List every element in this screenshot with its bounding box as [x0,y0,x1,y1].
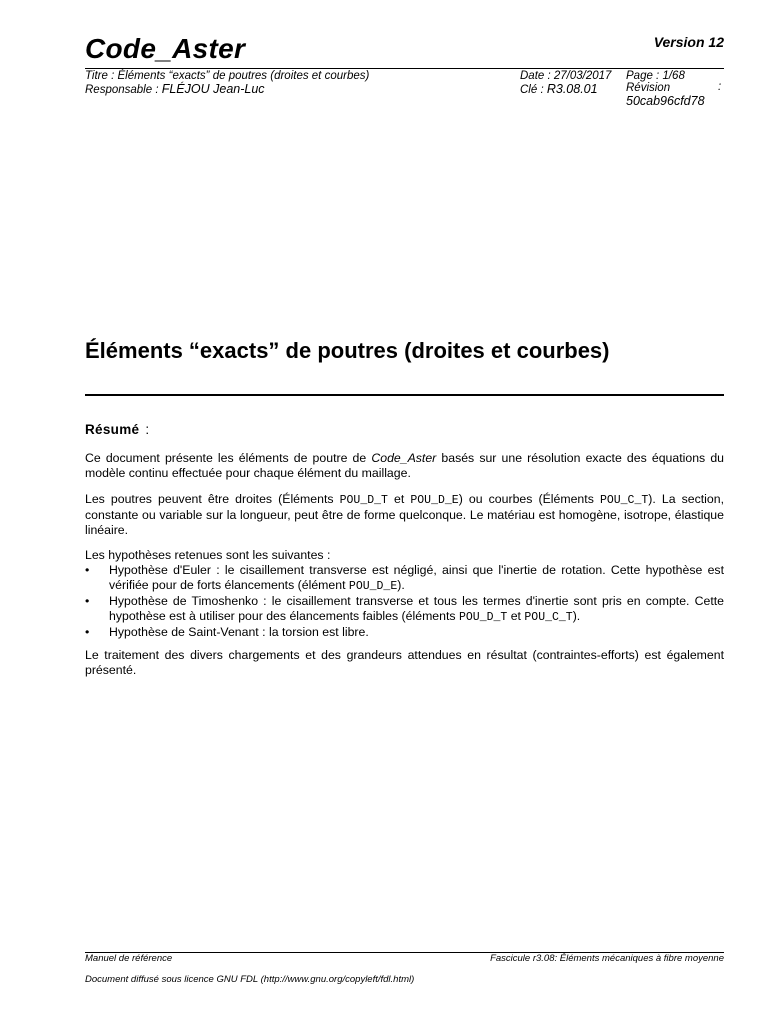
h2-text-c: ). [572,609,581,623]
h3-text: Hypothèse de Saint-Venant : la torsion est libre. [109,625,369,639]
document-title: Éléments “exacts” de poutres (droites et courbes) [85,338,610,363]
revision-label: Révision [626,82,671,94]
p2-element-code-1: POU_D_T [339,494,388,507]
p2-text-c: ) ou courbes (Éléments [458,492,600,506]
h1-text-a: Hypothèse d'Euler : le cisaillement transverse est négligé, ainsi que l'inertie de rotation. Cette hypothèse est vérifiée pour de forts élancements (élément [109,563,724,592]
footer-licence-text: Document diffusé sous licence GNU FDL (http://www.gnu.org/copyleft/fdl.html) [85,974,415,985]
list-item [85,594,724,625]
responsible-label: Responsable : [85,84,162,96]
abstract-paragraph-1 [85,451,724,481]
version-label: Version 12 [653,34,724,50]
h2-element-code-1: POU_D_T [458,611,508,624]
h1-element-code: POU_D_E [348,580,398,593]
p1-text-a: Ce document présente les éléments de poutre de [85,451,372,465]
title-label: Titre : [85,70,118,82]
hypotheses-list [85,563,724,640]
h2-text-a: Hypothèse de Timoshenko : le cisaillement transverse et tous les termes d'inertie sont pris en compte. Cette hypothèse est à utiliser pour des élancements faibles (éléments [109,594,724,623]
h2-text-b: et [507,609,525,623]
title-value: Éléments “exacts” de poutres (droites et courbes) [117,70,370,82]
p2-element-code-3: POU_C_T [599,494,649,507]
h2-element-code-2: POU_C_T [524,611,573,624]
responsible-value: FLÉJOU Jean-Luc [161,82,265,96]
header-date [520,69,611,83]
list-item [85,625,724,640]
p2-element-code-2: POU_D_E [410,494,459,507]
list-item [85,563,724,594]
header-key [520,82,598,97]
abstract-paragraph-2 [85,492,724,538]
hypotheses-intro: Les hypothèses retenues sont les suivantes : [85,548,331,562]
abstract-heading-text: Résumé [85,422,140,437]
date-label: Date : [520,70,554,82]
header-responsible-row [85,82,265,97]
page-value: 1/68 [662,70,685,82]
footer-fascicle-label: Fascicule r3.08: Éléments mécaniques à fibre moyenne [490,953,724,964]
title-divider [85,394,724,396]
bullet-marker: • [85,594,90,608]
revision-colon: : [718,81,722,93]
footer-manual-label: Manuel de référence [85,953,173,964]
date-value: 27/03/2017 [553,70,612,82]
p1-text-b: basés sur une résolution exacte des équations du modèle continu effectuée pour chaque élément du maillage. [85,451,724,480]
p2-text-d: ). La section, constante ou variable sur la longueur, peut être de forme quelconque. Le matériau est homogène, isotrope, élastique linéaire. [85,492,725,537]
revision-value: 50cab96cfd78 [626,94,705,108]
brand-logo-text: Code_Aster [85,33,246,64]
abstract-hypotheses [85,548,724,640]
p1-code-aster-emphasis: Code_Aster [371,451,437,465]
bullet-marker: • [85,625,90,639]
abstract-heading [85,422,149,437]
p2-text-a: Les poutres peuvent être droites (Éléments [85,492,340,506]
key-value: R3.08.01 [546,82,598,96]
abstract-heading-colon: : [145,422,150,437]
key-label: Clé : [520,84,547,96]
p2-text-b: et [387,492,411,506]
header-title-row [85,69,369,83]
abstract-paragraph-4: Le traitement des divers chargements et des grandeurs attendues en résultat (contraintes-efforts) est également présenté. [85,648,724,677]
bullet-marker: • [85,563,90,577]
page-label: Page : [626,70,663,82]
h1-text-b: ). [397,578,405,592]
